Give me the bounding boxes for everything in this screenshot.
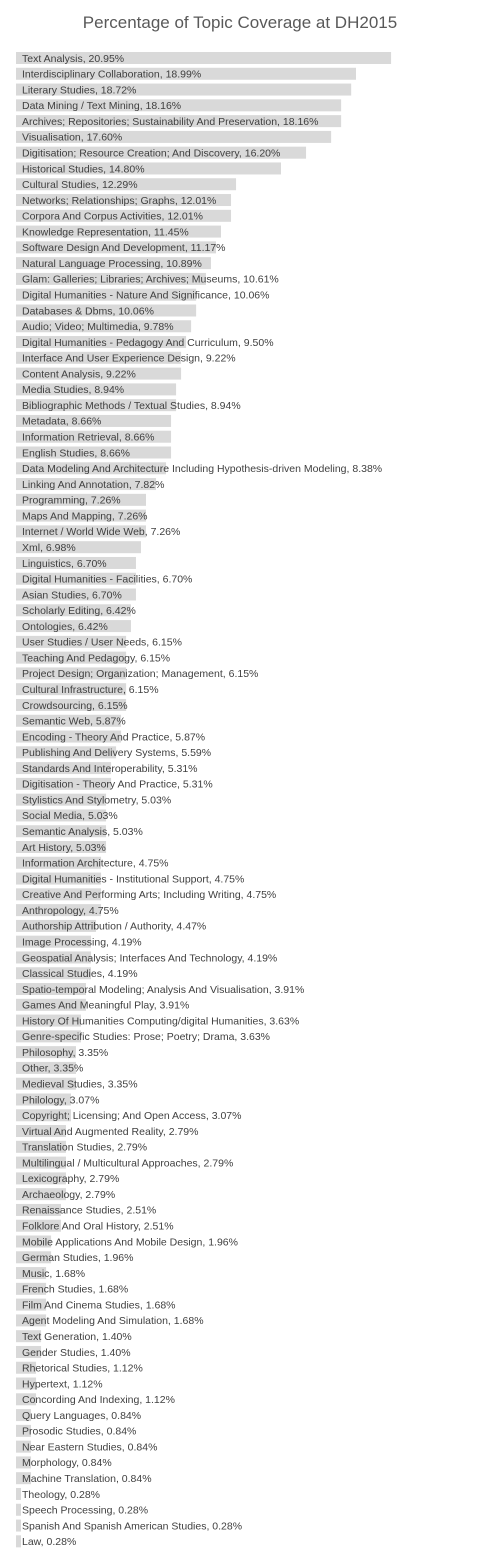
bar-label: Multilingual / Multicultural Approaches, 2.79% bbox=[22, 1157, 234, 1170]
bar-label: Historical Studies, 14.80% bbox=[22, 163, 145, 176]
bar-label: Cultural Infrastructure, 6.15% bbox=[22, 684, 159, 696]
bar-label: Media Studies, 8.94% bbox=[22, 384, 125, 397]
bar-label: Geospatial Analysis; Interfaces And Technology, 4.19% bbox=[22, 952, 278, 965]
bar-label: Data Modeling And Architecture Including Hypothesis-driven Modeling, 8.38% bbox=[22, 463, 383, 476]
bar-label: Interdisciplinary Collaboration, 18.99% bbox=[22, 68, 202, 81]
bar-label: Information Retrieval, 8.66% bbox=[22, 431, 155, 444]
bar-label: Digitisation - Theory And Practice, 5.31% bbox=[22, 778, 213, 791]
bar-label: Digital Humanities - Facilities, 6.70% bbox=[22, 573, 193, 586]
bar-label: English Studies, 8.66% bbox=[22, 447, 130, 460]
bar-label: Theology, 0.28% bbox=[22, 1488, 101, 1501]
bar-label: Folklore And Oral History, 2.51% bbox=[22, 1220, 174, 1233]
bar-label: Glam: Galleries; Libraries; Archives; Museums, 10.61% bbox=[22, 273, 279, 286]
bar-label: German Studies, 1.96% bbox=[22, 1252, 134, 1265]
bar-label: Hypertext, 1.12% bbox=[22, 1378, 103, 1391]
bar-label: Spatio-temporal Modeling; Analysis And Visualisation, 3.91% bbox=[22, 983, 305, 996]
bar-label: Digital Humanities - Nature And Significance, 10.06% bbox=[22, 289, 270, 302]
bar-label: Teaching And Pedagogy, 6.15% bbox=[22, 652, 171, 665]
bar-label: Encoding - Theory And Practice, 5.87% bbox=[22, 731, 206, 744]
bar-label: Data Mining / Text Mining, 18.16% bbox=[22, 100, 182, 113]
bar-label: Renaissance Studies, 2.51% bbox=[22, 1204, 157, 1217]
bar-label: Query Languages, 0.84% bbox=[22, 1409, 142, 1422]
bar-label: Archives; Repositories; Sustainability And Preservation, 18.16% bbox=[22, 115, 319, 128]
bar-label: Audio; Video; Multimedia, 9.78% bbox=[22, 321, 174, 334]
bar-label: Corpora And Corpus Activities, 12.01% bbox=[22, 210, 203, 223]
bar-label: Translation Studies, 2.79% bbox=[22, 1141, 148, 1154]
bar-label: Law, 0.28% bbox=[22, 1536, 77, 1549]
bar-label: Metadata, 8.66% bbox=[22, 415, 102, 428]
chart-title: Percentage of Topic Coverage at DH2015 bbox=[82, 13, 398, 32]
bar-label: Interface And User Experience Design, 9.22% bbox=[22, 352, 236, 365]
bar-label: Concording And Indexing, 1.12% bbox=[22, 1394, 175, 1407]
bar bbox=[16, 1504, 21, 1516]
bar-label: Prosodic Studies, 0.84% bbox=[22, 1425, 137, 1438]
bar-label: Linking And Annotation, 7.82% bbox=[22, 478, 165, 491]
bar-label: Authorship Attribution / Authority, 4.47% bbox=[22, 920, 207, 933]
bar-label: Speech Processing, 0.28% bbox=[22, 1504, 149, 1517]
bar-label: Project Design; Organization; Management, 6.15% bbox=[22, 668, 259, 681]
bar-label: Content Analysis, 9.22% bbox=[22, 368, 136, 381]
bar-label: Crowdsourcing, 6.15% bbox=[22, 699, 128, 712]
bar-label: Internet / World Wide Web, 7.26% bbox=[22, 526, 181, 539]
bar-label: Mobile Applications And Mobile Design, 1.96% bbox=[22, 1236, 238, 1249]
bar-label: Networks; Relationships; Graphs, 12.01% bbox=[22, 194, 217, 207]
bar-label: Databases & Dbms, 10.06% bbox=[22, 305, 154, 318]
bar-label: Gender Studies, 1.40% bbox=[22, 1346, 131, 1359]
bar-label: Image Processing, 4.19% bbox=[22, 936, 142, 949]
bar-label: Cultural Studies, 12.29% bbox=[22, 179, 138, 192]
bar-label: Other, 3.35% bbox=[22, 1062, 84, 1075]
bar-label: Scholarly Editing, 6.42% bbox=[22, 605, 136, 618]
bar-label: Stylistics And Stylometry, 5.03% bbox=[22, 794, 172, 807]
bar-label: Programming, 7.26% bbox=[22, 494, 121, 507]
bar-label: Machine Translation, 0.84% bbox=[22, 1473, 152, 1485]
bar-label: Knowledge Representation, 11.45% bbox=[22, 226, 189, 239]
bar-label: Lexicography, 2.79% bbox=[22, 1173, 120, 1186]
bar-label: Morphology, 0.84% bbox=[22, 1457, 112, 1470]
bar-label: Literary Studies, 18.72% bbox=[22, 84, 137, 97]
bar-label: Anthropology, 4.75% bbox=[22, 904, 119, 917]
bar-label: Art History, 5.03% bbox=[22, 841, 106, 854]
bar-label: Spanish And Spanish American Studies, 0.28% bbox=[22, 1520, 243, 1533]
bar-label: User Studies / User Needs, 6.15% bbox=[22, 636, 182, 649]
bar-label: Philology, 3.07% bbox=[22, 1094, 100, 1107]
bar-label: Philosophy, 3.35% bbox=[22, 1046, 109, 1059]
bar-label: Music, 1.68% bbox=[22, 1267, 86, 1280]
bar-label: Games And Meaningful Play, 3.91% bbox=[22, 999, 190, 1012]
bar-label: Medieval Studies, 3.35% bbox=[22, 1078, 138, 1091]
bar-label: Digital Humanities - Institutional Support, 4.75% bbox=[22, 873, 245, 886]
bar-label: Xml, 6.98% bbox=[22, 541, 76, 554]
bar-label: Copyright; Licensing; And Open Access, 3.07% bbox=[22, 1110, 242, 1123]
bar-label: Rhetorical Studies, 1.12% bbox=[22, 1362, 143, 1375]
bar-label: Film And Cinema Studies, 1.68% bbox=[22, 1299, 176, 1312]
bar-label: Software Design And Development, 11.17% bbox=[22, 242, 226, 255]
bar-label: Classical Studies, 4.19% bbox=[22, 968, 138, 981]
bar-label: Digital Humanities - Pedagogy And Curriculum, 9.50% bbox=[22, 336, 274, 349]
bar-label: Maps And Mapping, 7.26% bbox=[22, 510, 148, 523]
bar-label: Linguistics, 6.70% bbox=[22, 557, 107, 570]
bar-label: French Studies, 1.68% bbox=[22, 1283, 129, 1296]
bar-label: Natural Language Processing, 10.89% bbox=[22, 257, 202, 270]
bar-label: Visualisation, 17.60% bbox=[22, 131, 123, 144]
bar-label: Text Analysis, 20.95% bbox=[22, 52, 125, 65]
bar bbox=[16, 1488, 21, 1500]
bar-label: Bibliographic Methods / Textual Studies, 8.94% bbox=[22, 399, 241, 412]
bar-label: Semantic Analysis, 5.03% bbox=[22, 826, 143, 839]
bar-label: Social Media, 5.03% bbox=[22, 810, 118, 823]
bar-label: Information Architecture, 4.75% bbox=[22, 857, 169, 870]
bar-label: Creative And Performing Arts; Including Writing, 4.75% bbox=[22, 889, 277, 902]
bar bbox=[16, 1520, 21, 1532]
bar-label: Semantic Web, 5.87% bbox=[22, 715, 126, 728]
bar-label: Digitisation; Resource Creation; And Discovery, 16.20% bbox=[22, 147, 281, 160]
bar-label: History Of Humanities Computing/digital Humanities, 3.63% bbox=[22, 1015, 300, 1028]
bar-label: Standards And Interoperability, 5.31% bbox=[22, 762, 198, 775]
bar-label: Virtual And Augmented Reality, 2.79% bbox=[22, 1125, 199, 1138]
bar-label: Genre-specific Studies: Prose; Poetry; Drama, 3.63% bbox=[22, 1031, 271, 1044]
bar-label: Publishing And Delivery Systems, 5.59% bbox=[22, 747, 212, 760]
bar-label: Ontologies, 6.42% bbox=[22, 620, 108, 633]
bar-label: Asian Studies, 6.70% bbox=[22, 589, 122, 602]
bar-label: Text Generation, 1.40% bbox=[22, 1330, 132, 1343]
bar-label: Archaeology, 2.79% bbox=[22, 1188, 116, 1201]
bar-label: Near Eastern Studies, 0.84% bbox=[22, 1441, 158, 1454]
bar-label: Agent Modeling And Simulation, 1.68% bbox=[22, 1315, 204, 1328]
bar bbox=[16, 1535, 21, 1547]
